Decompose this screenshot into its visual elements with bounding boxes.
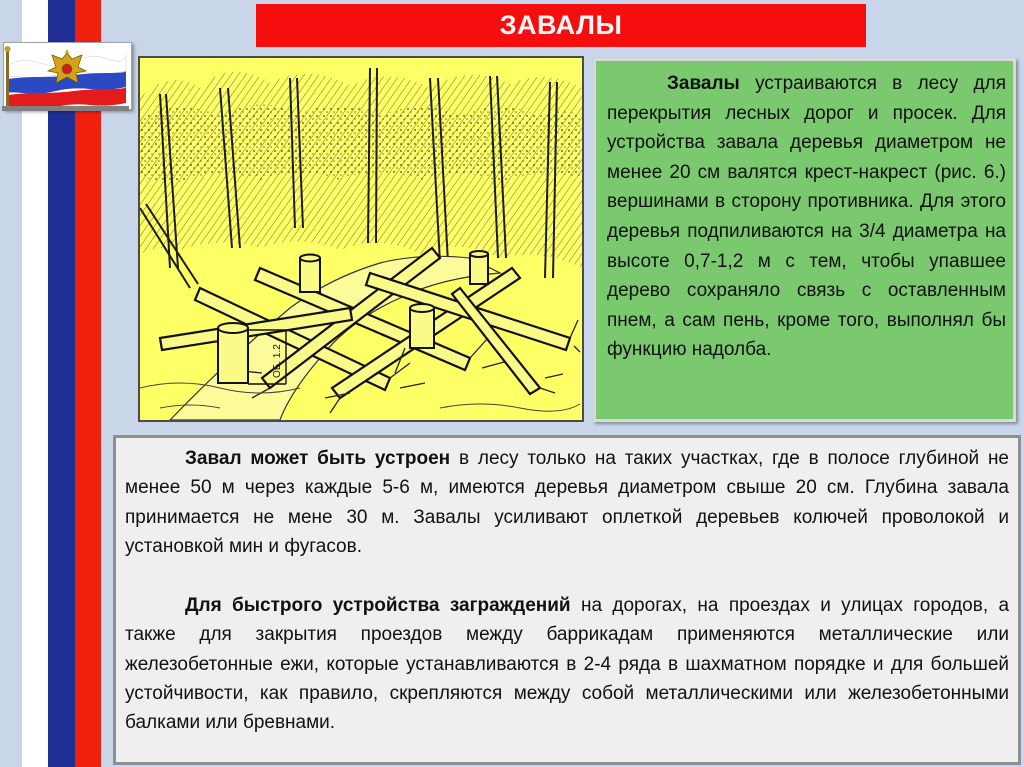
paragraph-1-body: в лесу только на таких участках, где в полосе глубиной не менее 50 м через каждые 5-6 м, имеются деревья диаметром свыше 20 см. Глубина завала принимается не мене 30 м. Завалы усиливают оплеткой деревьев колючей проволокой и установкой мин и фугасов. <box>125 448 1010 557</box>
illustration-caption: ОБ. 1.2 <box>272 344 283 378</box>
paragraph-2 <box>125 591 1009 737</box>
flag-stripe-white <box>22 0 48 767</box>
forest-abatis-illustration <box>138 56 584 422</box>
paragraph-2-body: на дорогах, на проездах и улицах городов, а также для закрытия проездов между баррикадам применяются металлические или железобетонные ежи, которые устанавливаются в 2-4 ряда в шахматном порядке и для большей устойчивости, как правило, скрепляются между собой металлическими или железобетонными балками или бревнами. <box>125 595 1010 734</box>
slide-title: ЗАВАЛЫ <box>499 10 623 40</box>
paragraph-1 <box>125 444 1009 561</box>
info-body: устраиваются в лесу для перекрытия лесных дорог и просек. Для устройства завала деревья диаметром не менее 20 см валятся крест-накрест (рис. 6.) вершинами в сторону противника. Для этого деревья подпиливаются на 3/4 диаметра на высоте 0,7-1,2 м с тем, чтобы упавшее дерево сохраняло связь с оставленным пнем, а сам пень, кроме того, выполнял бы функцию надолба. <box>607 73 1006 361</box>
info-term: Завалы <box>667 73 740 94</box>
info-text <box>607 69 1006 365</box>
paragraph-2-lead: Для быстрого устройства заграждений <box>185 595 571 616</box>
armed-forces-emblem-icon <box>3 42 132 110</box>
main-text-box <box>113 435 1021 765</box>
paragraph-1-lead: Завал может быть устроен <box>185 448 451 469</box>
title-bar <box>256 4 866 47</box>
info-box <box>593 58 1016 422</box>
flag-stripe-blue <box>48 0 75 767</box>
flag-stripe-red <box>75 0 101 767</box>
emblem-shadow-line <box>2 106 129 111</box>
